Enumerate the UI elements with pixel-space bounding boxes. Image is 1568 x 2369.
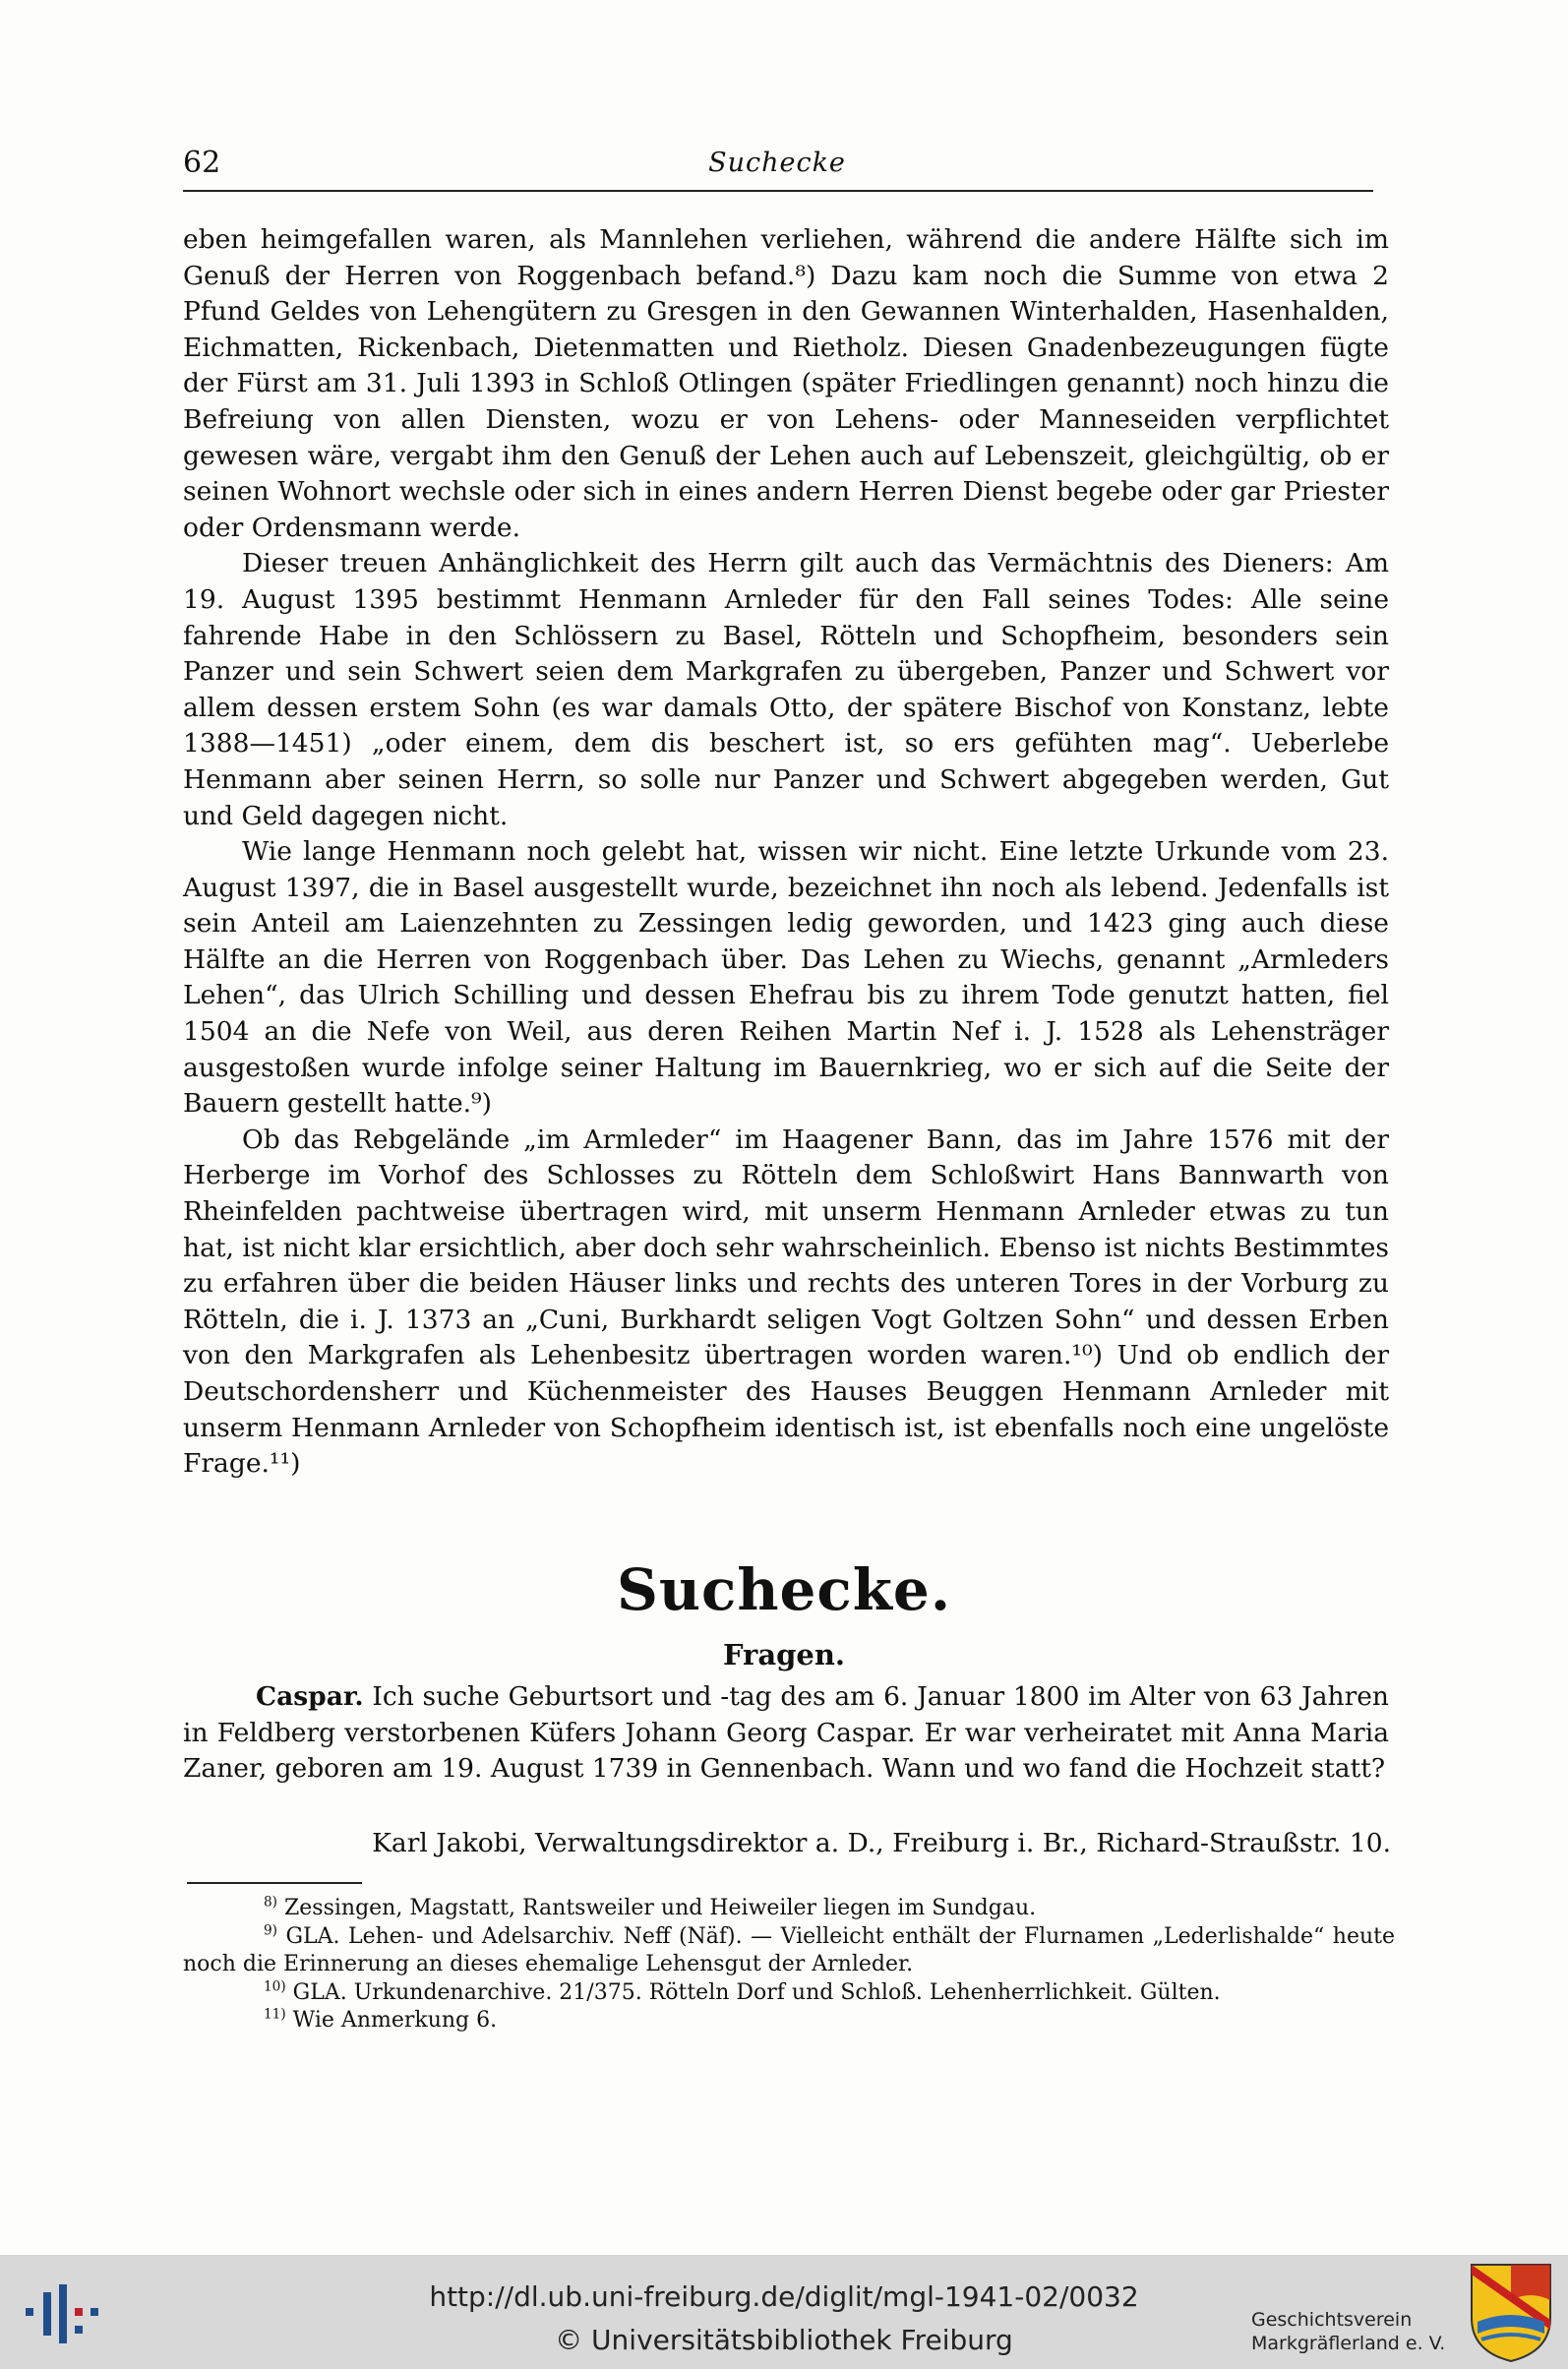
subsection-title: Fragen.	[722, 1638, 846, 1671]
footnote-text: GLA. Lehen- und Adelsarchiv. Neff (Näf). — Vielleicht enthält der Flurnamen „Lederlishalde“ heute noch die Erinnerung an dieses ehemalige Lehensgut der Arnleder.	[183, 1923, 1395, 1976]
footnote-text: GLA. Urkundenarchive. 21/375. Rötteln Dorf und Schloß. Lehenherrlichkeit. Gülten.	[292, 1979, 1221, 2005]
coat-of-arms-icon	[1468, 2261, 1554, 2363]
footnote-text: Wie Anmerkung 6.	[292, 2008, 498, 2033]
query-entry	[183, 1679, 1389, 1788]
running-head: Suchecke	[708, 148, 846, 178]
paragraph: Dieser treuen Anhänglichkeit des Herrn gilt auch das Vermächtnis des Dieners: Am 19. August 1395 bestimmt Henmann Arnleder für den Fall seines Todes: Alle seine fahrende Habe in den Schlössern zu Basel, Rötteln und Schopfheim, besonders sein Panzer und sein Schwert seien dem Markgrafen zu übergeben, Panzer und Schwert vor allem dessen erstem Sohn (es war damals Otto, der spätere Bischof von Konstanz, lebte 1388—1451) „oder einem, dem dis beschert ist, so ers gefühten mag“. Ueberlebe Henmann aber seinen Herrn, so solle nur Panzer und Schwert abgegeben werden, Gut und Geld dagegen nicht.	[183, 548, 1389, 831]
paragraph: eben heimgefallen waren, als Mannlehen verliehen, während die andere Hälfte sich im Genuß der Herren von Roggenbach befand.⁸) Dazu kam noch die Summe von etwa 2 Pfund Geldes von Lehengütern zu Gresgen in den Gewannen Winterhalden, Hasenhalden, Eichmatten, Rickenbach, Dietenmatten und Rietholz. Diesen Gnadenbezeugungen fügte der Fürst am 31. Juli 1393 in Schloß Otlingen (später Friedlingen genannt) noch hinzu die Befreiung von allen Diensten, wozu er von Lehens- oder Manneseiden verpflichtet gewesen wäre, vergabt ihm den Genuß der Lehen auch auf Lebenszeit, gleichgültig, ob er seinen Wohnort wechsle oder sich in eines andern Herren Dienst begebe oder gar Priester oder Ordensmann werde.	[183, 224, 1389, 543]
footnote	[183, 2007, 1395, 2035]
society-line: Geschichtsverein	[1251, 2309, 1413, 2331]
permalink-url[interactable]: http://dl.ub.uni-freiburg.de/diglit/mgl-1941-02/0032	[429, 2280, 1139, 2313]
society-line: Markgräflerland e. V.	[1251, 2333, 1446, 2354]
footnotes	[183, 1895, 1395, 2035]
footnote-mark: 11)	[264, 2006, 286, 2023]
header-rule	[183, 190, 1373, 192]
query-paragraph	[183, 1679, 1389, 1788]
paragraph: Ob das Rebgelände „im Armleder“ im Haagener Bann, das im Jahre 1576 mit der Herberge im Vorhof des Schlosses zu Rötteln dem Schloßwirt Hans Bannwarth von Rheinfelden pachtweise übertragen wird, mit unserm Henmann Arnleder etwas zu tun hat, ist nicht klar ersichtlich, aber doch sehr wahrscheinlich. Ebenso ist nichts Bestimmtes zu erfahren über die beiden Häuser links und rechts des unteren Tores in der Vorburg zu Rötteln, die i. J. 1373 an „Cuni, Burkhardt seligen Vogt Goltzen Sohn“ und dessen Erben von den Markgrafen als Lehenbesitz übertragen worden waren.¹⁰) Und ob endlich der Deutschordensherr und Küchenmeister des Hauses Beuggen Henmann Arnleder mit unserm Henmann Arnleder von Schopfheim identisch ist, ist ebenfalls noch eine ungelöste Frage.¹¹)	[183, 1124, 1389, 1480]
query-text: Ich suche Geburtsort und -tag des am 6. Januar 1800 im Alter von 63 Jahren in Feldberg verstorbenen Küfers Johann Georg Caspar. Er war verheiratet mit Anna Maria Zaner, geboren am 19. August 1739 in Gennenbach. Wann und wo fand die Hochzeit statt?	[183, 1681, 1389, 1785]
footnote	[183, 1895, 1395, 1923]
paragraph: Wie lange Henmann noch gelebt hat, wissen wir nicht. Eine letzte Urkunde vom 23. August 1397, die in Basel ausgestellt wurde, bezeichnet ihn noch als lebend. Jedenfalls ist sein Anteil am Laienzehnten zu Zessingen ledig geworden, und 1423 ging auch diese Hälfte an die Herren von Roggenbach über. Das Lehen zu Wiechs, genannt „Armleders Lehen“, das Ulrich Schilling und dessen Ehefrau bis zu ihrem Tode genutzt hatten, fiel 1504 an die Nefe von Weil, aus deren Reihen Martin Nef i. J. 1528 als Lehensträger ausgestoßen wurde infolge seiner Haltung im Bauernkrieg, wo er sich auf die Seite der Bauern gestellt hatte.⁹)	[183, 836, 1389, 1120]
footnote-mark: 10)	[264, 1978, 286, 1995]
page-header	[183, 146, 1371, 191]
page-number: 62	[183, 146, 221, 180]
article-body	[183, 222, 1389, 1483]
query-signature: Karl Jakobi, Verwaltungsdirektor a. D., Freiburg i. Br., Richard-Straußstr. 10.	[372, 1828, 1391, 1858]
section-title: Suchecke.	[616, 1556, 952, 1623]
footnote-mark: 9)	[264, 1922, 277, 1939]
footnote	[183, 1979, 1395, 2008]
footnote	[183, 1923, 1395, 1979]
society-name	[1251, 2308, 1460, 2355]
footnote-text: Zessingen, Magstatt, Rantsweiler und Heiweiler liegen im Sundgau.	[283, 1896, 1037, 1920]
query-name: Caspar.	[256, 1681, 364, 1712]
copyright-notice: © Universitätsbibliothek Freiburg	[555, 2324, 1013, 2356]
footnote-mark: 8)	[264, 1894, 277, 1911]
footnote-rule	[187, 1882, 362, 1884]
